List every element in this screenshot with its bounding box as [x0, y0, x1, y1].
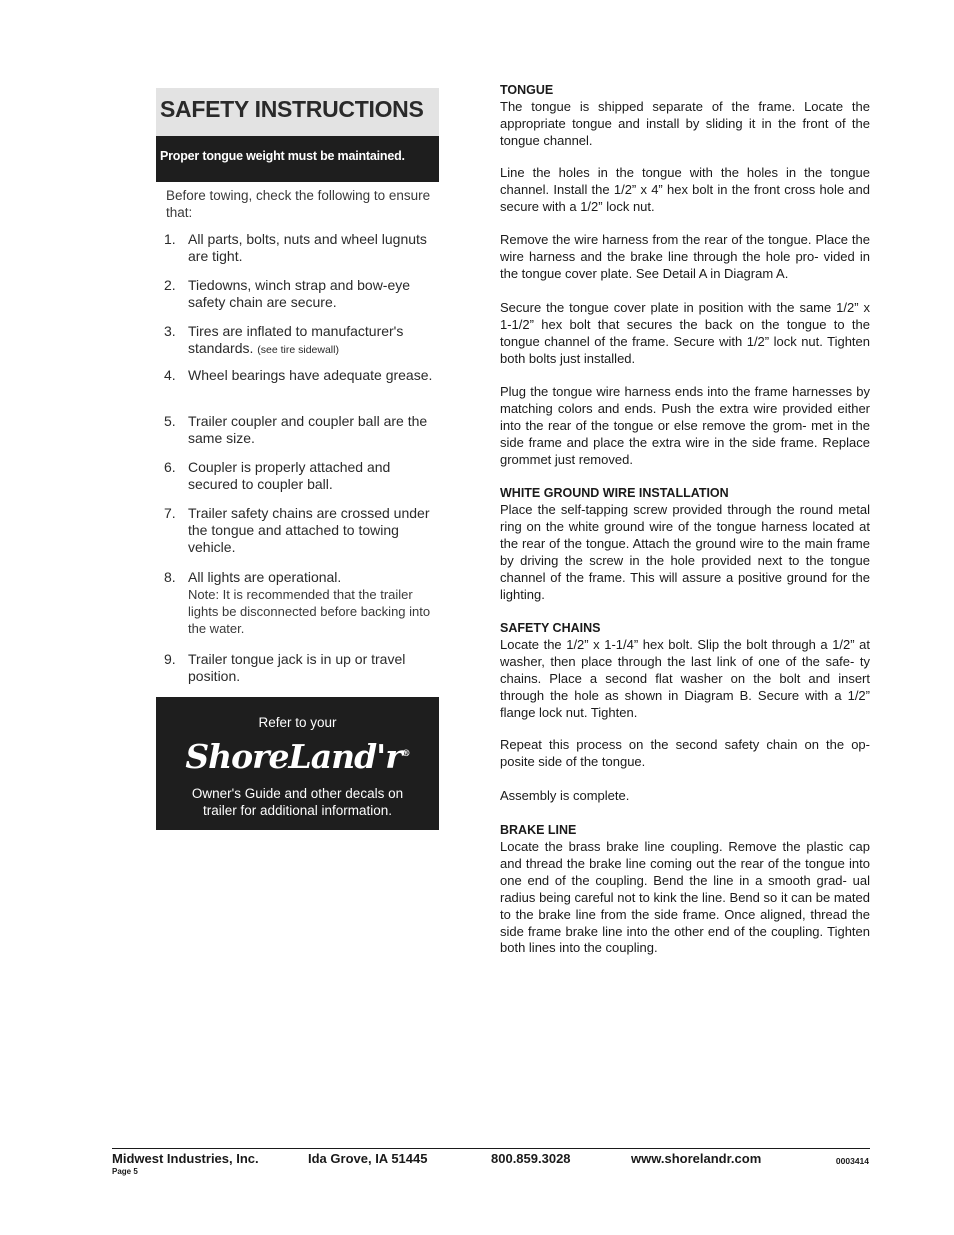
item-number: 6. [164, 459, 176, 475]
section-heading: SAFETY CHAINS [500, 621, 601, 635]
item-number: 9. [164, 651, 176, 667]
section-ground-wire [500, 485, 870, 603]
page-number: Page 5 [112, 1167, 138, 1176]
footer-company: Midwest Industries, Inc. [112, 1151, 259, 1166]
section-heading: WHITE GROUND WIRE INSTALLATION [500, 486, 729, 500]
safety-title-band [156, 88, 439, 136]
owners-guide-text: Owner's Guide and other decals on trailer for additional information. [191, 786, 404, 818]
section-chains-p2 [500, 737, 870, 771]
section-tongue-p3 [500, 232, 870, 283]
item-number: 3. [164, 323, 176, 339]
section-tongue-p4 [500, 300, 870, 368]
shoreland-logo [156, 737, 439, 776]
item-text-main: All lights are operational. [188, 569, 342, 585]
section-tongue-p2 [500, 165, 870, 216]
paragraph: Secure the tongue cover plate in position with the same 1/2” x 1-1/2” hex bolt that secures the back on the tongue to the tongue channel of the frame. Secure with 1/2” lock nut. Tighten both bolts just installed. [500, 300, 870, 366]
safety-instructions-decal [156, 88, 439, 830]
footer-city: Ida Grove, IA 51445 [308, 1151, 428, 1166]
paragraph: Place the self-tapping screw provided through the round metal ring on the white ground wire of the tongue harness located at the rear of the tongue. Attach the ground wire to the main frame by driving the screw in the hole provided next to the tongue channel of the frame. This will assure a positive ground for the lighting. [500, 502, 870, 602]
item-text: All parts, bolts, nuts and wheel lugnuts are tight. [188, 231, 427, 264]
item-number: 8. [164, 569, 176, 585]
item-number: 7. [164, 505, 176, 521]
document-code: 0003414 [835, 1156, 869, 1166]
refer-text: Refer to your [258, 715, 337, 730]
paragraph: Locate the brass brake line coupling. Remove the plastic cap and thread the brake line coming out the rear of the tongue into one end of the coupling. Bend the line in a smooth grad- ual radius being careful not to kink the line. Bend so it can be mated to the brake line from the side frame. Once aligned, thread the side frame brake line into the other end of the coupling. Tighten both lines into the coupling. [500, 839, 870, 956]
footer-phone: 800.859.3028 [491, 1151, 571, 1166]
safety-subtitle: Proper tongue weight must be maintained. [160, 149, 405, 163]
safety-title: SAFETY INSTRUCTIONS [160, 96, 424, 122]
item-number: 4. [164, 367, 176, 383]
paragraph: Line the holes in the tongue with the holes in the tongue channel. Install the 1/2” x 4” hex bolt in the front cross hole and secure with a 1/2” lock nut. [500, 165, 870, 214]
section-heading: BRAKE LINE [500, 823, 577, 837]
brand-name: ShoreLand'r [185, 737, 402, 776]
item-number: 2. [164, 277, 176, 293]
item-text-small: (see tire sidewall) [257, 344, 339, 356]
paragraph: Plug the tongue wire harness ends into the frame harnesses by matching colors and ends. Push the extra wire provided either into the rear of the tongue or else remove the grom- met in the side frame and place the extra wire in the side frame. Replace grommet just removed. [500, 384, 870, 467]
item-text: Trailer tongue jack is in up or travel position. [188, 651, 406, 684]
item-text: Tiedowns, winch strap and bow-eye safety chain are secure. [188, 277, 411, 310]
paragraph: Remove the wire harness from the rear of the tongue. Place the wire harness and the brake line through the hole pro- vided in the tongue cover plate. See Detail A in Diagram A. [500, 232, 870, 281]
item-text-main: Tires are inflated to manufacturer's standards. [188, 323, 404, 356]
registered-mark: ® [401, 749, 410, 759]
section-safety-chains [500, 620, 870, 722]
item-number: 1. [164, 231, 176, 247]
paragraph: The tongue is shipped separate of the frame. Locate the appropriate tongue and install by sliding it in the front of the tongue channel. [500, 99, 870, 148]
item-number: 5. [164, 413, 176, 429]
item-text: Trailer coupler and coupler ball are the same size. [188, 413, 428, 446]
item-text [188, 569, 438, 637]
section-tongue-p5 [500, 384, 870, 469]
safety-intro: Before towing, check the following to ensure that: [166, 188, 431, 220]
section-brake-line [500, 822, 870, 957]
section-chains-p3 [500, 788, 870, 805]
item-text: Coupler is properly attached and secured to coupler ball. [188, 459, 391, 492]
footer-website: www.shorelandr.com [631, 1151, 762, 1166]
item-text: Trailer safety chains are crossed under the tongue and attached to towing vehicle. [188, 505, 430, 555]
paragraph: Assembly is complete. [500, 788, 630, 803]
section-tongue [500, 82, 870, 150]
item-note: Note: It is recommended that the trailer lights be disconnected before backing into the water. [188, 587, 431, 636]
paragraph: Repeat this process on the second safety chain on the op- posite side of the tongue. [500, 737, 870, 769]
item-text [188, 323, 438, 359]
item-text: Wheel bearings have adequate grease. [188, 367, 433, 383]
safety-header [156, 88, 439, 182]
shoreland-refer-box [156, 697, 439, 830]
paragraph: Locate the 1/2” x 1-1/4” hex bolt. Slip the bolt through a 1/2” at washer, then place through the last link of one of the safe- ty chains. Place a second flat washer on the bolt and insert through the hole as shown in Diagram B. Secure with a 1/2” flange lock nut. Tighten. [500, 637, 870, 720]
section-heading: TONGUE [500, 83, 554, 97]
footer-divider [112, 1148, 870, 1149]
